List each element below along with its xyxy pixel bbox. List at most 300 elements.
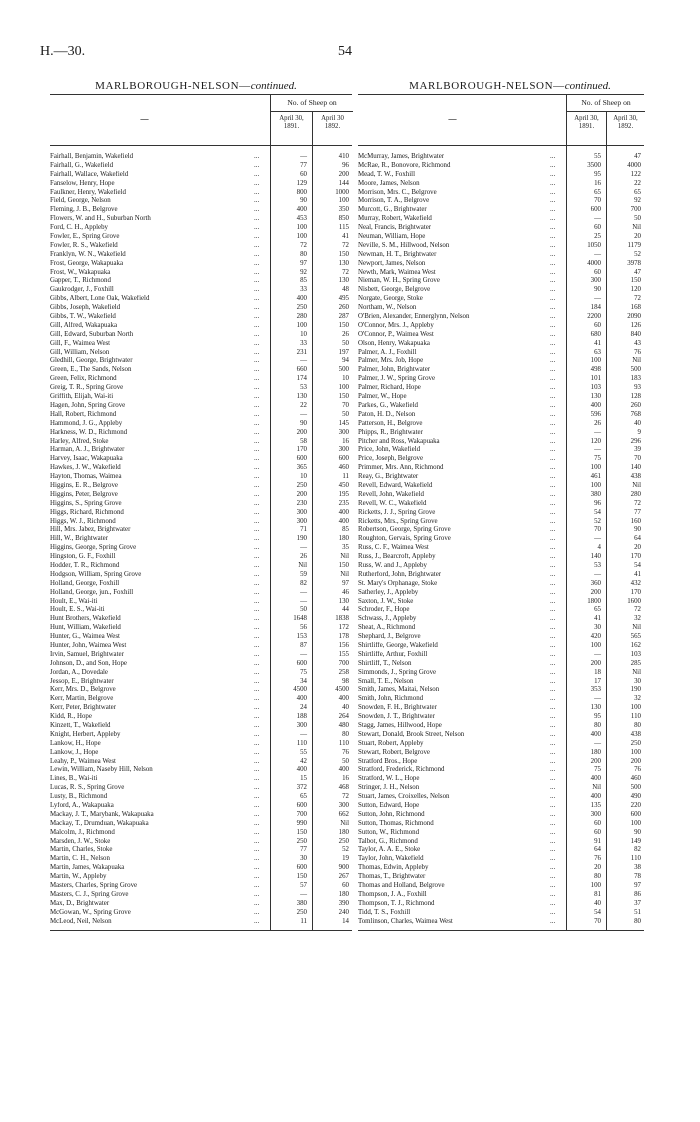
sheep-1892: 50	[342, 757, 349, 765]
sheep-1891: 65	[594, 606, 601, 614]
leader-dots: ...	[254, 233, 260, 241]
leader-dots: ...	[550, 455, 556, 463]
owner-name: Kerr, Peter, Brightwater	[50, 704, 117, 712]
leader-dots: ...	[550, 259, 556, 267]
leader-dots: ...	[550, 330, 556, 338]
sheep-1892: 840	[630, 330, 641, 338]
sheep-1891: —	[300, 650, 307, 658]
sheep-1892: 103	[630, 650, 641, 658]
sheep-1892: 19	[342, 855, 349, 863]
owner-name: Sutton, Thomas, Richmond	[358, 819, 434, 827]
table-row	[50, 251, 352, 260]
sheep-1892: 72	[634, 606, 641, 614]
leader-dots: ...	[550, 499, 556, 507]
owner-name: Primmer, Mrs. Ann, Richmond	[358, 464, 444, 472]
sheep-1891: 40	[594, 899, 601, 907]
sheep-1892: 438	[630, 473, 641, 481]
table-row	[50, 366, 352, 375]
sheep-1891: 59	[300, 570, 307, 578]
leader-dots: ...	[254, 268, 260, 276]
sheep-1891: 400	[590, 775, 601, 783]
owner-name: Shephard, J., Belgrove	[358, 633, 421, 641]
owner-name: Gaukrodger, J., Foxhill	[50, 286, 114, 294]
sheep-1891: 100	[590, 882, 601, 890]
sheep-1892: 100	[338, 197, 349, 205]
leader-dots: ...	[254, 286, 260, 294]
table-row	[50, 535, 352, 544]
left-title-suffix: continued.	[250, 80, 297, 92]
sheep-1892: Nil	[632, 357, 641, 365]
sheep-1892: 76	[634, 348, 641, 356]
sheep-1891: 129	[296, 179, 307, 187]
owner-name: Palmer, W., Hope	[358, 393, 407, 401]
sheep-1891: 75	[594, 455, 601, 463]
sheep-1891: 400	[296, 206, 307, 214]
owner-name: Taylor, John, Wakefield	[358, 855, 424, 863]
leader-dots: ...	[254, 241, 260, 249]
table-row	[358, 438, 644, 447]
owner-name: Martin, W., Appleby	[50, 873, 107, 881]
leader-dots: ...	[550, 659, 556, 667]
leader-dots: ...	[254, 730, 260, 738]
sheep-1892: 43	[634, 339, 641, 347]
leader-dots: ...	[254, 313, 260, 321]
table-row	[358, 553, 644, 562]
sheep-1891: 400	[296, 695, 307, 703]
owner-name: Palmer, A. J., Foxhill	[358, 348, 417, 356]
owner-name: Holland, George, Foxhill	[50, 579, 120, 587]
sheep-1891: 200	[590, 757, 601, 765]
sheep-1891: 3500	[587, 161, 601, 169]
sheep-1891: 60	[594, 828, 601, 836]
leader-dots: ...	[550, 899, 556, 907]
owner-name: Gill, William, Nelson	[50, 348, 110, 356]
sheep-1892: Nil	[632, 668, 641, 676]
sheep-1891: 1648	[293, 615, 307, 623]
owner-name: Thompson, J. A., Foxhill	[358, 890, 427, 898]
sheep-1892: 48	[342, 286, 349, 294]
sheep-1891: 53	[300, 384, 307, 392]
sheep-1891: 180	[590, 748, 601, 756]
owner-name: Talbot, G., Richmond	[358, 837, 418, 845]
sheep-1892: 72	[342, 793, 349, 801]
sheep-1892: Nil	[340, 819, 349, 827]
sheep-1892: 150	[338, 393, 349, 401]
owner-name: Thomas and Holland, Belgrove	[358, 882, 445, 890]
leader-dots: ...	[254, 757, 260, 765]
sheep-1892: 264	[338, 713, 349, 721]
owner-name: Paton, H. D., Nelson	[358, 410, 416, 418]
sheep-1891: 26	[594, 419, 601, 427]
owner-name: Northam, W., Nelson	[358, 304, 417, 312]
table-row	[50, 438, 352, 447]
table-row	[358, 589, 644, 598]
sheep-1891: 600	[296, 455, 307, 463]
owner-name: Morrison, Mrs. C., Belgrove	[358, 188, 437, 196]
sheep-1892: 54	[634, 561, 641, 569]
sheep-1891: 75	[300, 668, 307, 676]
table-row	[358, 331, 644, 340]
sheep-1891: 96	[594, 499, 601, 507]
sheep-1891: 596	[590, 410, 601, 418]
table-row	[50, 651, 352, 660]
owner-name: Stuart, Robert, Appleby	[358, 739, 424, 747]
owner-name: O'Connor, Mrs. J., Appleby	[358, 321, 434, 329]
year-1891-header: April 30, 1891.	[566, 112, 606, 145]
sheep-1892: 44	[342, 606, 349, 614]
owner-name: Mackay, T., Drumduan, Wakapuaka	[50, 819, 149, 827]
table-row	[50, 411, 352, 420]
sheep-1891: 400	[590, 793, 601, 801]
leader-dots: ...	[254, 339, 260, 347]
sheep-1891: 60	[300, 170, 307, 178]
sheep-1892: 130	[338, 259, 349, 267]
leader-dots: ...	[550, 722, 556, 729]
sheep-1891: 103	[590, 384, 601, 392]
page-number: 54	[338, 44, 352, 59]
leader-dots: ...	[550, 277, 556, 285]
sheep-1892: 260	[630, 401, 641, 409]
sheep-1891: 400	[296, 766, 307, 774]
owner-name: Mackay, J. T., Marybank, Wakapuaka	[50, 810, 154, 818]
table-row	[50, 393, 352, 402]
leader-dots: ...	[550, 784, 556, 792]
sheep-1892: 180	[338, 535, 349, 543]
leader-dots: ...	[550, 588, 556, 596]
sheep-1892: 115	[338, 224, 349, 232]
leader-dots: ...	[254, 481, 260, 489]
sheep-1891: 34	[300, 677, 307, 685]
sheep-1892: 250	[630, 739, 641, 747]
leader-dots: ...	[550, 375, 556, 383]
owner-name: Hall, Robert, Richmond	[50, 410, 117, 418]
sheep-1892: 155	[338, 650, 349, 658]
owner-name: Smith, James, Maitai, Nelson	[358, 686, 440, 694]
owner-name: Ford, C. H., Appleby	[50, 224, 108, 232]
leader-dots: ...	[550, 153, 556, 160]
sheep-1892: 162	[630, 641, 641, 649]
sheep-1892: 450	[338, 481, 349, 489]
table-row	[50, 313, 352, 322]
table-header	[50, 95, 352, 146]
sheep-1891: 70	[594, 917, 601, 925]
table-row	[50, 384, 352, 393]
sheep-1891: 81	[594, 890, 601, 898]
leader-dots: ...	[254, 828, 260, 836]
leader-dots: ...	[254, 561, 260, 569]
owner-name: Jordan, A., Dovedale	[50, 668, 108, 676]
table-row	[50, 286, 352, 295]
sheep-1891: 110	[296, 739, 307, 747]
table-row	[358, 811, 644, 820]
table-row	[50, 811, 352, 820]
table-row	[358, 420, 644, 429]
owner-name: Lusty, B., Richmond	[50, 793, 108, 801]
leader-dots: ...	[550, 508, 556, 516]
owner-name: Fowler, E., Spring Grove	[50, 233, 120, 241]
leader-dots: ...	[550, 544, 556, 552]
sheep-1892: 900	[338, 864, 349, 872]
sheep-1892: 250	[338, 837, 349, 845]
sheep-1892: 180	[338, 828, 349, 836]
table-row	[50, 642, 352, 651]
table-row	[50, 784, 352, 793]
table-row	[358, 740, 644, 749]
sheep-1892: 128	[630, 393, 641, 401]
table-row	[50, 518, 352, 527]
leader-dots: ...	[254, 766, 260, 774]
leader-dots: ...	[550, 686, 556, 694]
table-row	[358, 642, 644, 651]
sheep-1891: 680	[590, 330, 601, 338]
owner-name: Palmer, Mrs. Job, Hope	[358, 357, 424, 365]
owner-name: Harvey, Isaac, Wakapuaka	[50, 455, 123, 463]
sheep-1892: 39	[634, 446, 641, 454]
sheep-1891: 56	[300, 624, 307, 632]
sheep-1891: 300	[590, 277, 601, 285]
sheep-1891: 53	[594, 561, 601, 569]
sheep-1892: 410	[338, 153, 349, 160]
leader-dots: ...	[550, 481, 556, 489]
table-row	[358, 411, 644, 420]
sheep-1892: 300	[338, 802, 349, 810]
sheep-1892: 100	[338, 384, 349, 392]
table-row	[50, 749, 352, 758]
sheep-1891: 230	[296, 499, 307, 507]
sheep-1892: 9	[637, 428, 641, 436]
sheep-1892: Nil	[632, 624, 641, 632]
sheep-1891: 250	[296, 837, 307, 845]
sheep-1891: 250	[296, 908, 307, 916]
sheep-1891: 190	[296, 535, 307, 543]
table-row	[358, 313, 644, 322]
leader-dots: ...	[254, 410, 260, 418]
sheep-1892: 86	[634, 890, 641, 898]
sheep-1891: 87	[300, 641, 307, 649]
owner-name: Sutton, Edward, Hope	[358, 802, 420, 810]
sheep-1891: 130	[590, 704, 601, 712]
sheep-1892: 78	[634, 873, 641, 881]
leader-dots: ...	[254, 793, 260, 801]
leader-dots: ...	[254, 259, 260, 267]
leader-dots: ...	[254, 686, 260, 694]
sheep-1891: 80	[594, 722, 601, 729]
sheep-1892: 180	[338, 890, 349, 898]
table-row	[358, 518, 644, 527]
left-column-title	[46, 80, 346, 92]
sheep-1891: 300	[590, 810, 601, 818]
sheep-1892: 51	[634, 908, 641, 916]
owner-name: Neal, Francis, Brightwater	[358, 224, 432, 232]
leader-dots: ...	[254, 873, 260, 881]
sheep-1892: 768	[630, 410, 641, 418]
table-row	[50, 909, 352, 918]
table-row	[358, 846, 644, 855]
sheep-1892: 130	[338, 597, 349, 605]
sheep-1892: 285	[630, 659, 641, 667]
leader-dots: ...	[254, 197, 260, 205]
owner-name: Leahy, P., Waimea West	[50, 757, 116, 765]
table-row	[358, 349, 644, 358]
owner-name: Marsden, J. W., Stoke	[50, 837, 111, 845]
sheep-1891: 95	[594, 713, 601, 721]
sheep-1891: —	[300, 410, 307, 418]
leader-dots: ...	[550, 233, 556, 241]
owner-name: Shirtliff, T., Nelson	[358, 659, 412, 667]
leader-dots: ...	[254, 713, 260, 721]
sheep-1891: 33	[300, 286, 307, 294]
leader-dots: ...	[550, 677, 556, 685]
owner-name: Sheat, A., Richmond	[358, 624, 416, 632]
owner-name: Field, George, Nelson	[50, 197, 111, 205]
owner-name: Phipps, R., Brightwater	[358, 428, 423, 436]
owner-name: Neuman, William, Hope	[358, 233, 426, 241]
owner-name: McGowan, W., Spring Grove	[50, 908, 131, 916]
sheep-1891: 120	[590, 437, 601, 445]
owner-name: Thompson, T. J., Richmond	[358, 899, 435, 907]
sheep-1891: 600	[296, 864, 307, 872]
leader-dots: ...	[550, 384, 556, 392]
table-row	[50, 846, 352, 855]
sheep-1892: 432	[630, 579, 641, 587]
sheep-1892: 140	[630, 464, 641, 472]
sheep-1891: 90	[300, 197, 307, 205]
leader-dots: ...	[550, 775, 556, 783]
sheep-1892: 50	[634, 215, 641, 223]
sheep-1891: 100	[296, 224, 307, 232]
sheep-1892: 400	[338, 508, 349, 516]
sheep-1891: 95	[594, 170, 601, 178]
leader-dots: ...	[254, 677, 260, 685]
left-title-main: MARLBOROUGH-NELSON—	[95, 80, 251, 92]
sheep-1892: 47	[634, 153, 641, 160]
sheep-1891: —	[594, 428, 601, 436]
table-row	[358, 891, 644, 900]
leader-dots: ...	[254, 819, 260, 827]
sheep-1891: 380	[590, 490, 601, 498]
owner-name: Hammond, J. G., Appleby	[50, 419, 123, 427]
owner-name: Higgs, W. J., Richmond	[50, 517, 116, 525]
sheep-1892: 400	[338, 695, 349, 703]
leader-dots: ...	[254, 446, 260, 454]
leader-dots: ...	[254, 890, 260, 898]
sheep-1892: 240	[338, 908, 349, 916]
sheep-1892: 72	[634, 499, 641, 507]
table-row	[50, 473, 352, 482]
sheep-1892: 172	[338, 624, 349, 632]
owner-name: Harkness, W. D., Richmond	[50, 428, 128, 436]
sheep-1891: —	[300, 544, 307, 552]
sheep-1892: 200	[630, 757, 641, 765]
leader-dots: ...	[254, 615, 260, 623]
table-row	[358, 215, 644, 224]
sheep-1892: 22	[634, 179, 641, 187]
leader-dots: ...	[550, 570, 556, 578]
owner-name: Frost, W., Wakapuaka	[50, 268, 111, 276]
owner-name: Faulkner, Henry, Wakefield	[50, 188, 126, 196]
sheep-1892: 52	[634, 250, 641, 258]
sheep-1891: 92	[300, 268, 307, 276]
table-row	[358, 606, 644, 615]
leader-dots: ...	[550, 837, 556, 845]
sheep-1892: 93	[634, 384, 641, 392]
leader-dots: ...	[550, 793, 556, 801]
sheep-1891: 18	[594, 668, 601, 676]
table-row	[50, 900, 352, 909]
sheep-1891: 135	[590, 802, 601, 810]
table-row	[50, 562, 352, 571]
leader-dots: ...	[254, 295, 260, 303]
sheep-1892: 400	[338, 766, 349, 774]
leader-dots: ...	[550, 490, 556, 498]
leader-dots: ...	[254, 624, 260, 632]
owner-name: Revell, John, Wakefield	[358, 490, 424, 498]
sheep-1892: 16	[342, 775, 349, 783]
table-row	[50, 331, 352, 340]
table-row	[50, 775, 352, 784]
owner-name: Higgins, E. R., Belgrove	[50, 481, 118, 489]
leader-dots: ...	[550, 846, 556, 854]
leader-dots: ...	[550, 633, 556, 641]
table-row	[50, 918, 352, 927]
table-row	[50, 357, 352, 366]
sheep-1891: 420	[590, 633, 601, 641]
sheep-1892: 2090	[627, 313, 641, 321]
leader-dots: ...	[550, 401, 556, 409]
sheep-1891: 16	[594, 179, 601, 187]
leader-dots: ...	[550, 161, 556, 169]
table-row	[358, 873, 644, 882]
table-row	[358, 206, 644, 215]
table-row	[50, 197, 352, 206]
owner-name: Newman, H. T., Brightwater	[358, 250, 437, 258]
sheep-1891: 11	[300, 917, 307, 925]
sheep-1892: 460	[630, 775, 641, 783]
owner-name: Satherley, J., Appleby	[358, 588, 419, 596]
right-title-suffix: continued.	[564, 80, 611, 92]
owner-name: Holland, George, jun., Foxhill	[50, 588, 134, 596]
sheep-1891: 22	[300, 401, 307, 409]
leader-dots: ...	[550, 615, 556, 623]
owner-name: Flowers, W. and H., Suburban North	[50, 215, 151, 223]
sheep-1892: 1838	[335, 615, 349, 623]
sheep-1892: 1600	[627, 597, 641, 605]
leader-dots: ...	[550, 224, 556, 232]
sheep-1891: 72	[300, 241, 307, 249]
table-row	[50, 189, 352, 198]
leader-dots: ...	[550, 437, 556, 445]
owner-name: Hagen, John, Spring Grove	[50, 401, 126, 409]
owner-name: Green, E., The Sands, Nelson	[50, 366, 132, 374]
owner-name: Smith, John, Richmond	[358, 695, 424, 703]
sheep-1892: 100	[630, 748, 641, 756]
sheep-1891: 63	[594, 348, 601, 356]
leader-dots: ...	[550, 704, 556, 712]
leader-dots: ...	[550, 624, 556, 632]
table-row	[50, 589, 352, 598]
owner-name: Hawkes, J. W., Wakefield	[50, 464, 121, 472]
sheep-1891: —	[594, 739, 601, 747]
table-row	[358, 366, 644, 375]
table-row	[358, 357, 644, 366]
owner-name: Palmer, J. W., Spring Grove	[358, 375, 436, 383]
owner-name: Saxton, J. W., Stoke	[358, 597, 414, 605]
table-row	[358, 829, 644, 838]
owner-name: Newth, Mark, Waimea West	[358, 268, 436, 276]
table-row	[358, 286, 644, 295]
sheep-1892: 65	[634, 188, 641, 196]
table-row	[358, 509, 644, 518]
